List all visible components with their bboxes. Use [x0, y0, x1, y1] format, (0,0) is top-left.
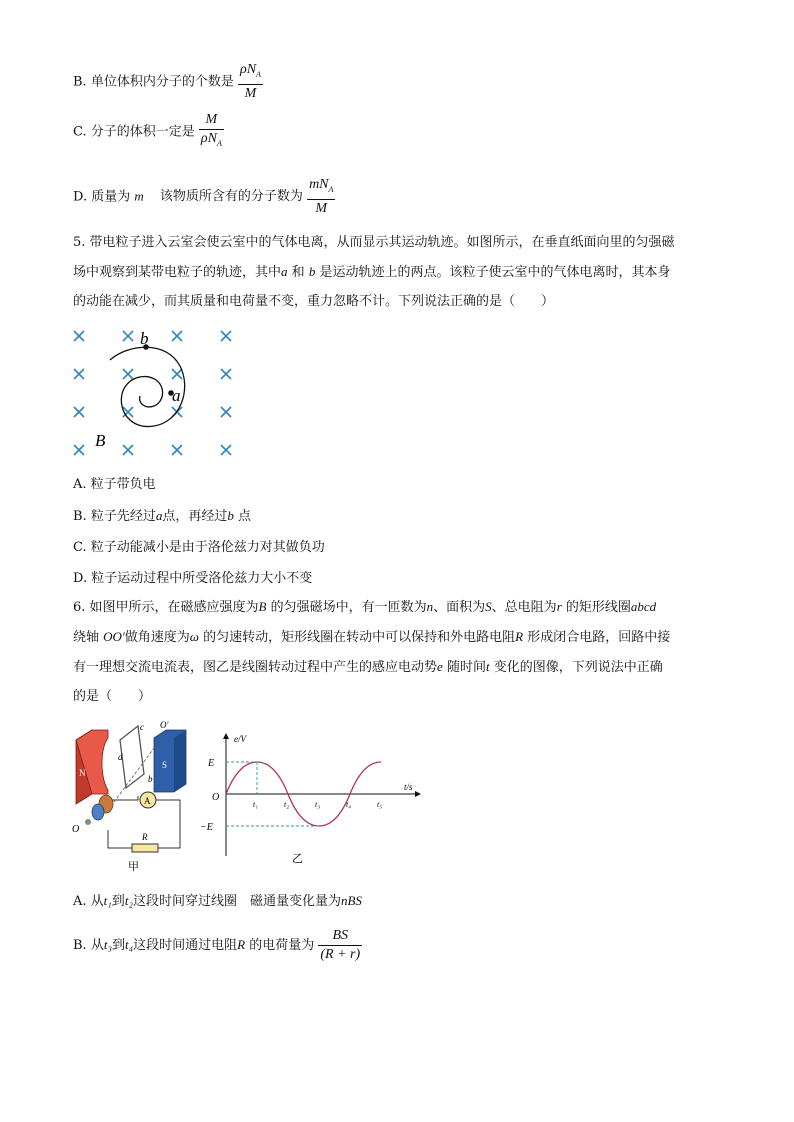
- svg-text:E: E: [208, 758, 215, 769]
- magnetic-field-track-figure: [62, 322, 252, 464]
- svg-text:A: A: [144, 796, 151, 806]
- svg-text:N: N: [79, 768, 86, 778]
- svg-text:O: O: [72, 824, 80, 835]
- svg-text:t₄: t₄: [346, 800, 352, 809]
- svg-text:R: R: [142, 832, 148, 842]
- generator-figure-jia: [68, 718, 200, 878]
- label-B-field: B: [95, 431, 106, 450]
- option-b-prev: [73, 62, 263, 102]
- svg-text:t₃: t₃: [315, 800, 321, 809]
- fraction-M-over-rhoNA: $\frac{M}{\rho N_A}$: [200, 112, 222, 148]
- q6-option-a: A. 从t₁到t₂这段时间穿过线圈 磁通量变化量为nBS: [73, 893, 362, 909]
- question-6-stem: 6. 如图甲所示，在磁感应强度为B 的匀强磁场中，有一匝数为n、面积为S、总电阻为r 的矩形线圈abcd 绕轴 OO′做角速度为ω 的匀速转动，矩形线圈在转动中可以保持和外电路电阻R 形成闭合电路，回路中接 有一理想交流电流表，图乙是线圈转动过程中产生的感应电动势e 随时间t 变化的图像，下列说法中正确 的是（ ）: [73, 599, 671, 704]
- svg-text:O: O: [212, 792, 220, 803]
- option-b-prev-text: B. 单位体积内分子的个数是: [73, 74, 234, 90]
- svg-text:t₂: t₂: [284, 800, 290, 809]
- q5-option-a: A. 粒子带负电: [73, 477, 156, 492]
- q5-option-d: D. 粒子运动过程中所受洛伦兹力大小不变: [73, 571, 313, 586]
- emf-time-graph-yi: [198, 728, 428, 868]
- label-a: a: [172, 386, 181, 405]
- x-axis-label: t/s: [404, 782, 413, 792]
- label-b: b: [140, 329, 149, 348]
- q6-option-b: B. 从t₃到t₄这段时间通过电阻R 的电荷量为 $\frac{BS}{(R + r)}$: [73, 928, 361, 962]
- option-d-prev: D. 质量为 m 该物质所含有的分子数为 $\frac{mN_A}{M}$: [73, 177, 334, 216]
- resistor-R: [132, 844, 158, 852]
- svg-text:t₁: t₁: [253, 800, 259, 809]
- svg-text:b: b: [148, 774, 153, 784]
- rectangular-coil: [120, 726, 144, 788]
- q5-option-c: C. 粒子动能减小是由于洛伦兹力对其做负功: [73, 540, 325, 555]
- svg-text:d: d: [118, 752, 123, 762]
- fraction-rhoNA-over-M: $\frac{\rho N_A}{M}$: [239, 62, 261, 101]
- fraction-BS-over-R-plus-r: $\frac{BS}{(R + r)}$: [320, 928, 361, 962]
- fraction-mNA-over-M: $\frac{mN_A}{M}$: [309, 177, 334, 216]
- option-c-prev: [73, 112, 224, 152]
- svg-text:c: c: [140, 722, 144, 732]
- option-c-prev-text: C. 分子的体积一定是: [73, 124, 195, 140]
- question-5-stem: 5. 带电粒子进入云室会使云室中的气体电离，从而显示其运动轨迹。如图所示，在垂直纸面向里的匀强磁 场中观察到某带电粒子的轨迹，其中a 和 b 是运动轨迹上的两点。该粒子使云室中的气体电离时，其本身 的动能在减少，而其质量和电荷量不变，重力忽略不计。下列说法正确的是（ ）: [73, 235, 675, 309]
- mass-variable: m: [134, 188, 144, 204]
- svg-text:−E: −E: [200, 822, 213, 833]
- caption-yi: 乙: [292, 853, 303, 865]
- svg-text:S: S: [162, 760, 168, 770]
- slip-ring-2: [92, 804, 104, 820]
- caption-jia: 甲: [128, 861, 139, 873]
- y-axis-label: e/V: [234, 734, 246, 744]
- svg-text:t₅: t₅: [377, 800, 383, 809]
- svg-text:O′: O′: [160, 720, 169, 730]
- q5-option-b: B. 粒子先经过a点，再经过b 点: [73, 508, 251, 524]
